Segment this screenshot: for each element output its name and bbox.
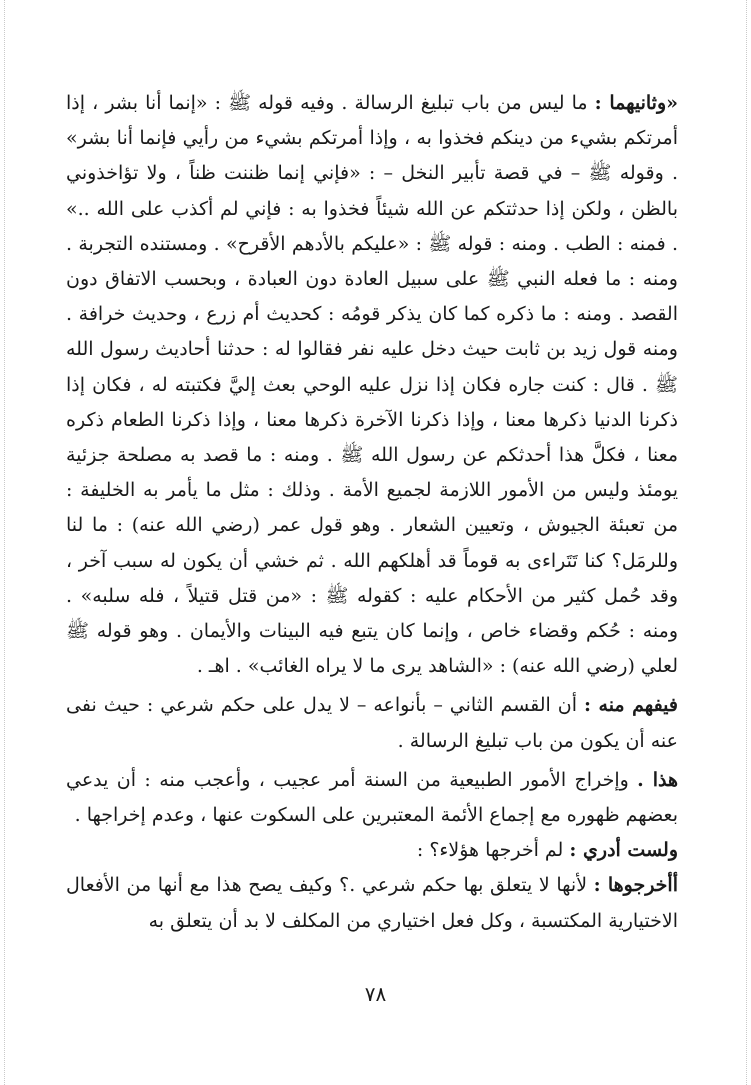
paragraph-second-type bbox=[66, 86, 678, 684]
paragraph-text: لأنها لا يتعلق بها حكم شرعي .؟ وكيف يصح هذا مع أنها من الأفعال الاختيارية المكتسبة ، وكل فعل اختياري من المكلف لا بد أن يتعلق به bbox=[66, 874, 678, 932]
paragraph-text: وإخراج الأمور الطبيعية من السنة أمر عجيب ، وأعجب منه : أن يدعي بعضهم ظهوره مع إجماع الأئمة المعتبرين على السكوت عنها ، وعدم إخراجها . bbox=[66, 768, 678, 827]
paragraph-question bbox=[66, 833, 678, 868]
paragraph-lead: «وثانيهما : bbox=[594, 92, 679, 114]
paragraph-lead: أأخرجوها : bbox=[593, 874, 678, 897]
paragraph-lead: هذا . bbox=[637, 768, 678, 791]
page-body bbox=[66, 86, 678, 939]
paragraph-inference bbox=[66, 688, 678, 758]
paragraph-natural-matters bbox=[66, 763, 678, 833]
paragraph-text: أن القسم الثاني – بأنواعه – لا يدل على حكم شرعي : حيث نفى عنه أن يكون من باب تبليغ الرسالة . bbox=[66, 694, 678, 752]
page-number: ٧٨ bbox=[364, 982, 387, 1006]
paragraph-text: ما ليس من باب تبليغ الرسالة . وفيه قوله ﷺ : «إنما أنا بشر ، إذا أمرتكم بشيء من دينكم فخذوا به ، وإذا أمرتكم بشيء من رأيي فإنما أنا بشر» . وقوله ﷺ – في قصة تأبير النخل – : «فإني إنما ظننت ظناً ، ولا تؤاخذوني بالظن ، ولكن إذا حدثتكم عن الله شيئاً فخذوا به : فإني لم أكذب على الله ..» . فمنه : الطب . ومنه : قوله ﷺ : «عليكم بالأدهم الأقرح» . ومستنده التجربة . ومنه : ما فعله النبي ﷺ على سبيل العادة دون العبادة ، وبحسب الاتفاق دون القصد . ومنه : ما ذكره كما كان يذكر قومُه : كحديث أم زرع ، وحديث خرافة . ومنه قول زيد بن ثابت حيث دخل عليه نفر فقالوا له : حدثنا أحاديث رسول الله ﷺ . قال : كنت جاره فكان إذا نزل عليه الوحي بعث إليَّ فكتبته له ، فكان إذا ذكرنا الدنيا ذكرها معنا ، وإذا ذكرنا الآخرة ذكرها معنا ، وإذا ذكرنا الطعام ذكره معنا ، فكلَّ هذا أحدثكم عن رسول الله ﷺ . ومنه : ما قصد به مصلحة جزئية يومئذ وليس من الأمور اللازمة لجميع الأمة . وذلك : مثل ما يأمر به الخليفة : من تعبئة الجيوش ، وتعيين الشعار . وهو قول عمر (رضي الله عنه) : ما لنا وللرمَل؟ كنا تَتَراءى به قوماً قد أهلكهم الله . ثم خشي أن يكون له سبب آخر ، وقد حُمل كثير من الأحكام عليه : كقوله ﷺ : «من قتل قتيلاً ، فله سلبه» . ومنه : حُكم وقضاء خاص ، وإنما كان يتبع فيه البينات والأيمان . وهو قوله ﷺ لعلي (رضي الله عنه) : «الشاهد يرى ما لا يراه الغائب» . اهـ . bbox=[66, 92, 678, 678]
paragraph-lead: ولست أدري : bbox=[569, 839, 678, 862]
paragraph-text: لم أخرجها هؤلاء؟ : bbox=[416, 839, 570, 862]
paragraph-lead: فيفهم منه : bbox=[583, 694, 678, 717]
paragraph-reason bbox=[66, 868, 678, 938]
